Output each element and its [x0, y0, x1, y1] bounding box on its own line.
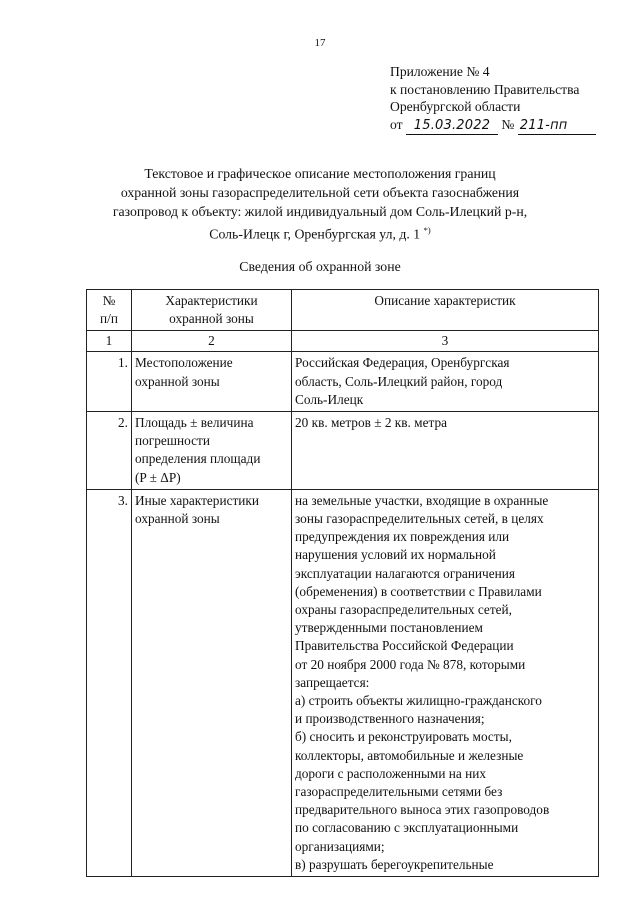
description-line: Российская Федерация, Оренбургская [295, 355, 510, 371]
table-header-row [87, 290, 599, 331]
characteristic-line: Иные характеристики [135, 492, 259, 508]
appendix-date-number-line [390, 116, 596, 136]
row-description [292, 352, 599, 412]
description-line: зоны газораспределительных сетей, в целях [295, 511, 544, 527]
column-numbering-row [87, 331, 599, 352]
row-characteristic [132, 412, 292, 490]
header-characteristic [132, 290, 292, 331]
description-line: запрещается: [295, 674, 370, 690]
description-line: утвержденными постановлением [295, 620, 483, 636]
description-line: предупреждения их повреждения или [295, 529, 510, 545]
description-line: Соль-Илецк [295, 391, 364, 407]
description-line: на земельные участки, входящие в охранные [295, 492, 549, 508]
description-line: по согласованию с эксплуатационными [295, 820, 519, 836]
characteristic-line: погрешности [135, 433, 210, 449]
description-line: охраны газораспределительных сетей, [295, 602, 512, 618]
header-characteristic-line2: охранной зоны [169, 311, 254, 327]
description-line: предварительного выноса этих газопроводов [295, 802, 550, 818]
description-line: организациями; [295, 838, 385, 854]
column-number-1: 1 [87, 331, 132, 352]
title-address: Соль-Илецк г, Оренбургская ул, д. 1 [209, 226, 421, 242]
description-line: (обременения) в соответствии с Правилами [295, 583, 542, 599]
description-line: Правительства Российской Федерации [295, 638, 514, 654]
header-index [87, 290, 132, 331]
description-line: от 20 ноября 2000 года № 878, которыми [295, 656, 526, 672]
column-number-3: 3 [292, 331, 599, 352]
description-line: б) сносить и реконструировать мосты, [295, 729, 512, 745]
header-index-line2: п/п [100, 311, 118, 327]
description-line: а) строить объекты жилищно-гражданского [295, 693, 542, 709]
table-row [87, 352, 599, 412]
column-number-2: 2 [132, 331, 292, 352]
footnote-mark: *) [423, 225, 431, 235]
description-line: и производственного назначения; [295, 711, 485, 727]
appendix-decree-line: к постановлению Правительства [390, 81, 580, 97]
characteristic-line: Площадь ± величина [135, 415, 254, 431]
section-heading: Сведения об охранной зоне [239, 259, 401, 274]
description-line: область, Соль-Илецкий район, город [295, 373, 503, 389]
description-line: газораспределительными сетями без [295, 784, 503, 800]
title-line-3: газопровод к объекту: жилой индивидуальный дом Соль-Илецкий р-н, [112, 204, 528, 219]
appendix-region-line: Оренбургской области [390, 99, 521, 114]
row-description [292, 412, 599, 490]
description-line: дороги с расположенными на них [295, 765, 486, 781]
header-index-line1: № [102, 293, 116, 308]
handwritten-date: 15.03.2022 [406, 117, 498, 136]
row-index: 3. [87, 489, 132, 876]
characteristic-line: охранной зоны [135, 373, 220, 389]
zone-info-table [86, 289, 599, 877]
header-description: Описание характеристик [292, 290, 599, 331]
title-line-4 [0, 221, 640, 244]
header-characteristic-line1: Характеристики [165, 293, 258, 308]
characteristic-line: (P ± ΔP) [135, 469, 181, 485]
description-line: эксплуатации налагаются ограничения [295, 565, 515, 581]
title-line-1: Текстовое и графическое описание местоположения границ [144, 166, 496, 181]
row-index: 1. [87, 352, 132, 412]
from-prefix: от [390, 116, 403, 132]
characteristic-line: охранной зоны [135, 511, 220, 527]
row-characteristic [132, 352, 292, 412]
characteristic-line: Местоположение [135, 355, 233, 371]
number-sign: № [501, 116, 515, 132]
table-row [87, 412, 599, 490]
handwritten-number: 211-пп [518, 117, 596, 136]
description-line: нарушения условий их нормальной [295, 547, 496, 563]
description-line: коллекторы, автомобильные и железные [295, 747, 524, 763]
page-number: 17 [314, 37, 326, 49]
row-characteristic [132, 489, 292, 876]
row-description [292, 489, 599, 876]
appendix-block [390, 63, 596, 135]
appendix-title: Приложение № 4 [390, 64, 490, 79]
table-row [87, 489, 599, 876]
document-title [0, 164, 640, 244]
description-line: в) разрушать берегоукрепительные [295, 856, 494, 872]
row-index: 2. [87, 412, 132, 490]
characteristic-line: определения площади [135, 451, 261, 467]
description-line: 20 кв. метров ± 2 кв. метра [295, 415, 448, 431]
title-line-2: охранной зоны газораспределительной сети объекта газоснабжения [120, 185, 520, 200]
